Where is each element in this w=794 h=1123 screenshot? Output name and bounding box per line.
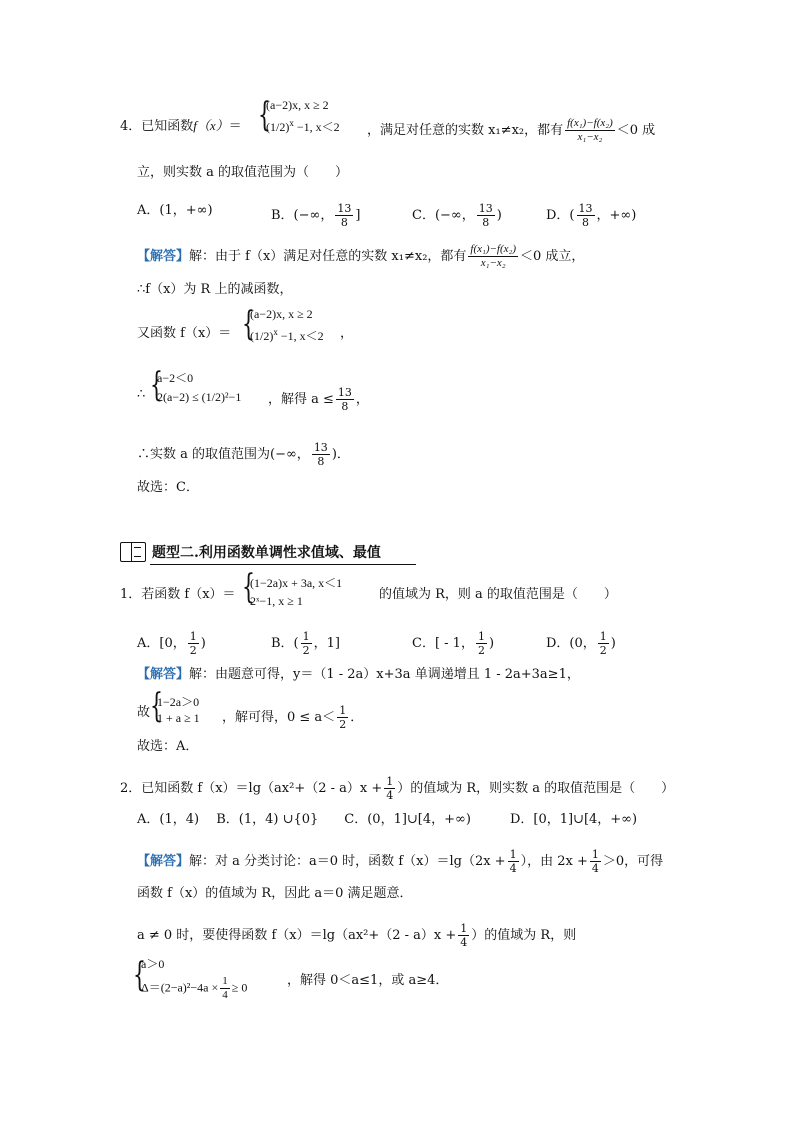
q4-piece2-rest: −1, x＜2 <box>296 120 340 134</box>
q4-opt-d-pre: D．( <box>546 208 575 223</box>
q4-ans4-frac <box>336 386 354 413</box>
q4-frac-den: x₁−x₂ <box>577 131 603 143</box>
q4-ans1-pre: 解：由于 f（x）满足对任意的实数 x₁≠x₂，都有 <box>189 249 467 264</box>
q1-piece1: (1−2a)x + 3a, x＜1 <box>250 576 343 590</box>
q4-system-brace: { <box>150 365 163 405</box>
q4-piece2-base: (1/2) <box>266 120 290 134</box>
q1-opt-b-post: ，1] <box>313 636 340 651</box>
q4-line2: 立，则实数 a 的取值范围为（ ） <box>137 165 349 180</box>
frac-den: 8 <box>582 216 589 229</box>
q4-prefix: 4．已知函数 <box>120 119 194 134</box>
q1-opt-a-frac <box>188 630 199 657</box>
q4-piece1: (a−2)x, x ≥ 2 <box>266 98 329 112</box>
frac-den: 2 <box>477 644 485 657</box>
q2-line1-post: ）的值域为 R，则实数 a 的取值范围是（ ） <box>397 781 675 796</box>
q1-option-d <box>546 630 616 657</box>
q4-answer-1 <box>137 243 584 270</box>
frac-num: 1 <box>339 704 347 717</box>
q1-system-2: 1 + a ≥ 1 <box>157 711 200 725</box>
q2-answer-4: ，解得 0＜a≤1，或 a≥4． <box>287 973 449 988</box>
frac-num: 1 <box>189 630 197 643</box>
q1-answer-3: 故选：A． <box>137 739 199 754</box>
q4-ans5-pre: ∴实数 a 的取值范围为(−∞， <box>137 447 310 462</box>
q2-system-2 <box>141 975 247 1002</box>
frac-den: 4 <box>509 862 517 875</box>
q1-option-b <box>271 630 340 657</box>
q1-ans1: 解：由题意可得，y＝（1 - 2a）x+3a 单调递增且 1 - 2a+3a≥1， <box>189 667 580 682</box>
q1-opt-b-pre: B．( <box>271 636 299 651</box>
q4-opt-b-pre: B．(−∞， <box>271 208 334 223</box>
frac-num: 13 <box>337 386 352 399</box>
frac-num: 13 <box>478 202 493 215</box>
q4-line1 <box>120 117 242 136</box>
q1-opt-a-pre: A．[0， <box>137 636 186 651</box>
q4-opt-d-frac <box>577 202 595 229</box>
answer-tag: 【解答】 <box>137 249 190 264</box>
q4-opt-c-post: ) <box>496 208 502 223</box>
q4-system-1: a−2＜0 <box>157 371 194 385</box>
frac-den: 2 <box>189 644 197 657</box>
frac-num: 13 <box>313 441 328 454</box>
frac-num: f(x₁)−f(x₂) <box>470 243 517 255</box>
q1-brace: { <box>242 567 255 607</box>
q2-answer-3 <box>137 922 576 949</box>
frac-num: 1 <box>386 775 394 788</box>
frac-den: 8 <box>341 400 349 413</box>
frac-num: 1 <box>460 922 468 935</box>
q2-ans1-frac2 <box>590 848 601 875</box>
q4-tail: ＜0 成 <box>616 123 656 138</box>
q4-ans-fraction <box>468 243 518 270</box>
q1-opt-c-post: ) <box>488 636 495 651</box>
q4-opt-b-frac <box>335 202 353 229</box>
q1-opt-d-pre: D．(0， <box>546 636 596 651</box>
q4-option-d <box>546 202 636 229</box>
section-header <box>120 540 381 564</box>
q1-ans2-post: ，解可得，0 ≤ a＜ <box>222 710 336 725</box>
q1-opt-b-frac <box>301 630 312 657</box>
q1-ans2-frac <box>337 704 348 731</box>
q2-ans3-frac <box>458 922 469 949</box>
q4-option-a: A．(1，+∞) <box>137 203 213 218</box>
q4-option-b <box>271 202 360 229</box>
q2-system-brace: { <box>133 955 146 995</box>
frac-den: 8 <box>317 455 325 468</box>
q2-sys2-post: ≥ 0 <box>231 980 248 995</box>
q1-answer-1 <box>137 666 580 684</box>
q4-piece2: $(1/2)^x -1$, x＜2 <box>266 118 340 134</box>
frac-den: 4 <box>591 862 599 875</box>
q1-tail: 的值域为 R，则 a 的取值范围是（ ） <box>379 587 617 602</box>
q4-option-c <box>412 202 502 229</box>
q4-ans-piece1: (a−2)x, x ≥ 2 <box>250 307 313 321</box>
frac-num: 13 <box>337 202 352 215</box>
q1-ans2-pre: 故 <box>137 705 151 720</box>
frac-den: 2 <box>302 644 310 657</box>
q4-ans5-frac <box>312 441 330 468</box>
q2-ans1-post: ＞0，可得 <box>602 854 664 869</box>
q2-answer-1 <box>137 848 663 875</box>
frac-den: 4 <box>222 989 228 1001</box>
q4-ans3-tail: ， <box>340 326 354 341</box>
frac-den: x₁−x₂ <box>480 257 506 269</box>
q2-ans3-post: ）的值域为 R，则 <box>471 928 577 943</box>
q4-system-2: 2(a−2) ≤ (1/2)²−1 <box>157 390 242 404</box>
q4-fraction <box>565 117 615 144</box>
q2-line1-pre: 2．已知函数 f（x）＝lg（ax²+（2 - a）x + <box>120 781 383 796</box>
q4-opt-c-frac <box>477 202 495 229</box>
q2-answer-2: 函数 f（x）的值域为 R，因此 a＝0 满足题意． <box>137 886 413 901</box>
frac-den: 2 <box>599 644 607 657</box>
q1-ans2-end: ． <box>350 710 364 725</box>
q4-ans-piece2-base: (1/2) <box>250 329 274 343</box>
frac-num: 13 <box>578 202 593 215</box>
q4-opt-d-post: ，+∞) <box>596 208 637 223</box>
q4-cond <box>367 117 655 144</box>
q4-ans-piece2-rest: −1, x＜2 <box>280 329 324 343</box>
q4-brace: { <box>258 95 271 135</box>
frac-num: 1 <box>509 848 517 861</box>
frac-den: 2 <box>339 718 347 731</box>
q4-opt-c-pre: C．(−∞， <box>412 208 475 223</box>
q1-option-c <box>412 630 494 657</box>
frac-num: 1 <box>222 975 228 987</box>
q1-opt-c-frac <box>476 630 487 657</box>
q4-ans-piece2: $(1/2)^x -1$, x＜2 <box>250 327 324 343</box>
q4-ans5-post: )． <box>331 447 350 462</box>
answer-tag: 【解答】 <box>137 667 190 682</box>
section-title: 题型二.利用函数单调性求值域、最值 <box>152 545 381 561</box>
frac-num: 1 <box>599 630 607 643</box>
frac-num: 1 <box>302 630 310 643</box>
frac-den: 4 <box>386 789 394 802</box>
q4-eq: ＝ <box>228 119 242 134</box>
q2-quarter-frac <box>384 775 395 802</box>
q1-piece2: 2ˣ−1, x ≥ 1 <box>250 594 303 608</box>
q4-ans4-end: ， <box>355 392 369 407</box>
q2-ans3-pre: a ≠ 0 时，要使得函数 f（x）＝lg（ax²+（2 - a）x + <box>137 928 457 943</box>
q1-opt-a-post: ) <box>200 636 206 651</box>
q2-system-1: a＞0 <box>141 957 165 971</box>
q2-ans1-pre: 解：对 a 分类讨论：a＝0 时，函数 f（x）＝lg（2x + <box>189 854 506 869</box>
q1-option-a <box>137 630 206 657</box>
q4-ans4-post: ，解得 a ≤ <box>268 392 334 407</box>
q2-ans1-frac1 <box>508 848 519 875</box>
q1-system-brace: { <box>150 686 163 726</box>
q4-therefore: ∴ <box>137 387 146 402</box>
book-icon <box>120 542 146 562</box>
frac-num: 1 <box>477 630 485 643</box>
q4-answer-2: ∴f（x）为 R 上的减函数， <box>137 282 293 297</box>
q1-opt-c-pre: C．[ - 1， <box>412 636 474 651</box>
q4-answer-3: 又函数 f（x）＝ <box>137 326 232 341</box>
q1-opt-d-frac <box>598 630 609 657</box>
q4-answer-6: 故选：C． <box>137 480 199 495</box>
q4-options <box>137 202 213 220</box>
q1-system-1: 1−2a＞0 <box>157 695 200 709</box>
q4-answer-5 <box>137 441 350 468</box>
q2-line1 <box>120 775 674 802</box>
q4-frac-num: f(x₁)−f(x₂) <box>567 117 613 129</box>
q4-opt-b-post: ] <box>355 208 361 223</box>
section-underline <box>150 564 416 565</box>
q4-answer-4 <box>268 386 369 413</box>
answer-tag: 【解答】 <box>137 854 190 869</box>
q2-ans1-mid: ），由 2x + <box>520 854 588 869</box>
q1-opt-d-post: ) <box>610 636 616 651</box>
q2-sys2-frac <box>220 975 230 1002</box>
frac-den: 8 <box>340 216 348 229</box>
q2-options: A．(1，4) B．(1，4) ∪{0} C．(0，1]∪[4，+∞) D．[0，1]∪[4，+∞) <box>137 812 638 827</box>
q4-ans-brace: { <box>242 304 255 344</box>
frac-den: 8 <box>482 216 490 229</box>
frac-den: 4 <box>460 936 468 949</box>
q1-answer-2 <box>222 704 363 731</box>
q2-sys2-pre: Δ＝(2−a)²−4a × <box>141 980 219 995</box>
q1-line1: 1．若函数 f（x）＝ <box>120 587 236 602</box>
q4-fx: f（x） <box>193 118 229 133</box>
frac-num: 1 <box>591 848 599 861</box>
q4-ans1-post: ＜0 成立， <box>520 249 585 264</box>
q4-cond-text: ，满足对任意的实数 x₁≠x₂，都有 <box>367 123 564 138</box>
